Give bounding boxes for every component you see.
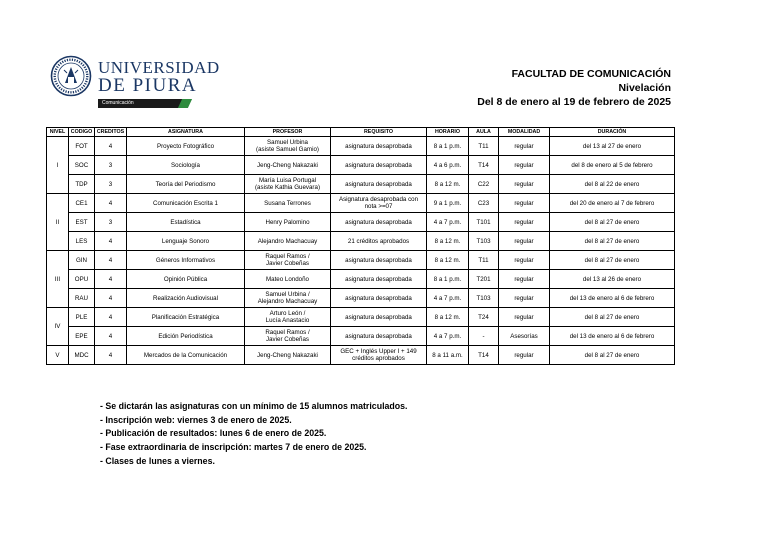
cell-duracion: del 8 al 27 de enero xyxy=(550,232,675,251)
cell-requisito: asignatura desaprobada xyxy=(331,137,427,156)
cell-duracion: del 13 al 26 de enero xyxy=(550,270,675,289)
cell-asignatura: Teoría del Periodismo xyxy=(127,175,245,194)
cell-creditos: 4 xyxy=(95,137,127,156)
table-row xyxy=(47,327,675,346)
university-logo xyxy=(50,55,220,110)
cell-profesor: Arturo León / Lucía Anastacio xyxy=(245,308,331,327)
cell-creditos: 4 xyxy=(95,289,127,308)
cell-requisito: asignatura desaprobada xyxy=(331,270,427,289)
cell-duracion: del 8 al 27 de enero xyxy=(550,308,675,327)
cell-asignatura: Realización Audiovisual xyxy=(127,289,245,308)
cell-codigo: RAU xyxy=(69,289,95,308)
header-horario: HORARIO xyxy=(427,128,469,137)
cell-codigo: FOT xyxy=(69,137,95,156)
cell-nivel: IV xyxy=(47,308,69,346)
cell-horario: 9 a 1 p.m. xyxy=(427,194,469,213)
table-row xyxy=(47,289,675,308)
cell-modalidad: regular xyxy=(499,308,550,327)
header-profesor: PROFESOR xyxy=(245,128,331,137)
cell-modalidad: regular xyxy=(499,137,550,156)
header-aula: AULA xyxy=(469,128,499,137)
cell-aula: T101 xyxy=(469,213,499,232)
cell-asignatura: Opinión Pública xyxy=(127,270,245,289)
cell-codigo: LES xyxy=(69,232,95,251)
cell-duracion: del 8 al 27 de enero xyxy=(550,346,675,365)
cell-aula: - xyxy=(469,327,499,346)
cell-aula: T201 xyxy=(469,270,499,289)
cell-codigo: PLE xyxy=(69,308,95,327)
cell-horario: 8 a 1 p.m. xyxy=(427,137,469,156)
cell-creditos: 4 xyxy=(95,232,127,251)
faculty-tag-label: Comunicación xyxy=(102,100,134,106)
table-header-row xyxy=(47,128,675,137)
cell-horario: 4 a 6 p.m. xyxy=(427,156,469,175)
cell-asignatura: Sociología xyxy=(127,156,245,175)
logo-line-1: UNIVERSIDAD xyxy=(98,58,220,77)
cell-asignatura: Edición Periodística xyxy=(127,327,245,346)
cell-profesor: Henry Palomino xyxy=(245,213,331,232)
cell-codigo: SOC xyxy=(69,156,95,175)
table-row xyxy=(47,232,675,251)
faculty-title: FACULTAD DE COMUNICACIÓN xyxy=(511,68,671,80)
cell-requisito: asignatura desaprobada xyxy=(331,213,427,232)
cell-modalidad: regular xyxy=(499,232,550,251)
university-seal-icon xyxy=(50,55,92,97)
date-range: Del 8 de enero al 19 de febrero de 2025 xyxy=(477,96,671,108)
cell-nivel: II xyxy=(47,194,69,251)
cell-requisito: asignatura desaprobada xyxy=(331,308,427,327)
cell-nivel: III xyxy=(47,251,69,308)
cell-profesor: Samuel Urbina (asiste Samuel Gamio) xyxy=(245,137,331,156)
cell-requisito: Asignatura desaprobada con nota >=07 xyxy=(331,194,427,213)
table-row xyxy=(47,270,675,289)
program-title: Nivelación xyxy=(618,82,671,94)
cell-modalidad: regular xyxy=(499,194,550,213)
cell-codigo: EST xyxy=(69,213,95,232)
cell-modalidad: regular xyxy=(499,346,550,365)
table-body xyxy=(47,137,675,365)
table-row xyxy=(47,175,675,194)
cell-duracion: del 8 de enero al 5 de febrero xyxy=(550,156,675,175)
cell-modalidad: Asesorías xyxy=(499,327,550,346)
cell-asignatura: Planificación Estratégica xyxy=(127,308,245,327)
cell-modalidad: regular xyxy=(499,213,550,232)
header-nivel: NIVEL xyxy=(47,128,69,137)
cell-horario: 8 a 12 m. xyxy=(427,232,469,251)
cell-modalidad: regular xyxy=(499,175,550,194)
cell-modalidad: regular xyxy=(499,251,550,270)
table-row xyxy=(47,346,675,365)
cell-aula: C23 xyxy=(469,194,499,213)
header-asignatura: ASIGNATURA xyxy=(127,128,245,137)
faculty-tag xyxy=(98,99,186,108)
table-row xyxy=(47,308,675,327)
cell-requisito: asignatura desaprobada xyxy=(331,289,427,308)
header-duracion: DURACIÓN xyxy=(550,128,675,137)
cell-duracion: del 20 de enero al 7 de febrero xyxy=(550,194,675,213)
header-codigo: CODIGO xyxy=(69,128,95,137)
cell-creditos: 4 xyxy=(95,251,127,270)
cell-horario: 4 a 7 p.m. xyxy=(427,289,469,308)
cell-creditos: 3 xyxy=(95,213,127,232)
cell-aula: T14 xyxy=(469,346,499,365)
cell-aula: C22 xyxy=(469,175,499,194)
cell-codigo: CE1 xyxy=(69,194,95,213)
cell-duracion: del 13 de enero al 6 de febrero xyxy=(550,289,675,308)
cell-asignatura: Estadística xyxy=(127,213,245,232)
cell-profesor: Jeng-Cheng Nakazaki xyxy=(245,346,331,365)
cell-codigo: TDP xyxy=(69,175,95,194)
cell-requisito: GEC + Inglés Upper I + 149 créditos aprobados xyxy=(331,346,427,365)
notes-list xyxy=(100,400,408,469)
cell-asignatura: Lenguaje Sonoro xyxy=(127,232,245,251)
cell-duracion: del 8 al 27 de enero xyxy=(550,251,675,270)
cell-profesor: Mateo Londoño xyxy=(245,270,331,289)
cell-aula: T103 xyxy=(469,232,499,251)
cell-requisito: asignatura desaprobada xyxy=(331,251,427,270)
header-creditos: CREDITOS xyxy=(95,128,127,137)
cell-profesor: Jeng-Cheng Nakazaki xyxy=(245,156,331,175)
cell-aula: T14 xyxy=(469,156,499,175)
cell-creditos: 3 xyxy=(95,175,127,194)
course-schedule-table xyxy=(46,127,675,365)
logo-line-2: DE PIURA xyxy=(98,75,198,96)
cell-requisito: 21 créditos aprobados xyxy=(331,232,427,251)
cell-modalidad: regular xyxy=(499,270,550,289)
cell-nivel: I xyxy=(47,137,69,194)
faculty-tag-accent xyxy=(178,99,192,108)
cell-creditos: 4 xyxy=(95,270,127,289)
cell-horario: 4 a 7 p.m. xyxy=(427,213,469,232)
cell-horario: 8 a 12 m. xyxy=(427,251,469,270)
cell-aula: T11 xyxy=(469,251,499,270)
table-row xyxy=(47,251,675,270)
cell-creditos: 4 xyxy=(95,327,127,346)
cell-modalidad: regular xyxy=(499,156,550,175)
note-item: - Fase extraordinaria de inscripción: martes 7 de enero de 2025. xyxy=(100,442,367,453)
cell-duracion: del 13 de enero al 6 de febrero xyxy=(550,327,675,346)
cell-asignatura: Mercados de la Comunicación xyxy=(127,346,245,365)
header-requisito: REQUISITO xyxy=(331,128,427,137)
cell-profesor: Susana Terrones xyxy=(245,194,331,213)
cell-creditos: 4 xyxy=(95,346,127,365)
header-modalidad: MODALIDAD xyxy=(499,128,550,137)
cell-nivel: V xyxy=(47,346,69,365)
cell-creditos: 3 xyxy=(95,156,127,175)
cell-requisito: asignatura desaprobada xyxy=(331,327,427,346)
cell-requisito: asignatura desaprobada xyxy=(331,175,427,194)
cell-profesor: Raquel Ramos / Javier Cobeñas xyxy=(245,327,331,346)
cell-horario: 4 a 7 p.m. xyxy=(427,327,469,346)
cell-duracion: del 13 al 27 de enero xyxy=(550,137,675,156)
cell-horario: 8 a 12 m. xyxy=(427,308,469,327)
table-row xyxy=(47,194,675,213)
note-item: - Se dictarán las asignaturas con un mínimo de 15 alumnos matriculados. xyxy=(100,401,408,411)
table-row xyxy=(47,213,675,232)
note-item: - Publicación de resultados: lunes 6 de enero de 2025. xyxy=(100,428,327,439)
cell-duracion: del 8 al 27 de enero xyxy=(550,213,675,232)
note-item: - Inscripción web: viernes 3 de enero de 2025. xyxy=(100,414,292,425)
cell-creditos: 4 xyxy=(95,308,127,327)
cell-requisito: asignatura desaprobada xyxy=(331,156,427,175)
cell-codigo: EPE xyxy=(69,327,95,346)
note-item: - Clases de lunes a viernes. xyxy=(100,455,215,466)
cell-profesor: Raquel Ramos / Javier Cobeñas xyxy=(245,251,331,270)
cell-codigo: GIN xyxy=(69,251,95,270)
cell-profesor: María Luisa Portugal (asiste Kathia Guevara) xyxy=(245,175,331,194)
cell-duracion: del 8 al 22 de enero xyxy=(550,175,675,194)
cell-profesor: Samuel Urbina / Alejandro Machacuay xyxy=(245,289,331,308)
cell-codigo: OPU xyxy=(69,270,95,289)
cell-asignatura: Géneros Informativos xyxy=(127,251,245,270)
cell-aula: T103 xyxy=(469,289,499,308)
cell-aula: T24 xyxy=(469,308,499,327)
cell-asignatura: Comunicación Escrita 1 xyxy=(127,194,245,213)
cell-horario: 8 a 12 m. xyxy=(427,175,469,194)
cell-horario: 8 a 11 a.m. xyxy=(427,346,469,365)
table-row xyxy=(47,137,675,156)
cell-aula: T11 xyxy=(469,137,499,156)
table-row xyxy=(47,156,675,175)
cell-profesor: Alejandro Machacuay xyxy=(245,232,331,251)
cell-asignatura: Proyecto Fotográfico xyxy=(127,137,245,156)
cell-horario: 8 a 1 p.m. xyxy=(427,270,469,289)
cell-modalidad: regular xyxy=(499,289,550,308)
document-header xyxy=(477,67,671,109)
cell-codigo: MDC xyxy=(69,346,95,365)
cell-creditos: 4 xyxy=(95,194,127,213)
